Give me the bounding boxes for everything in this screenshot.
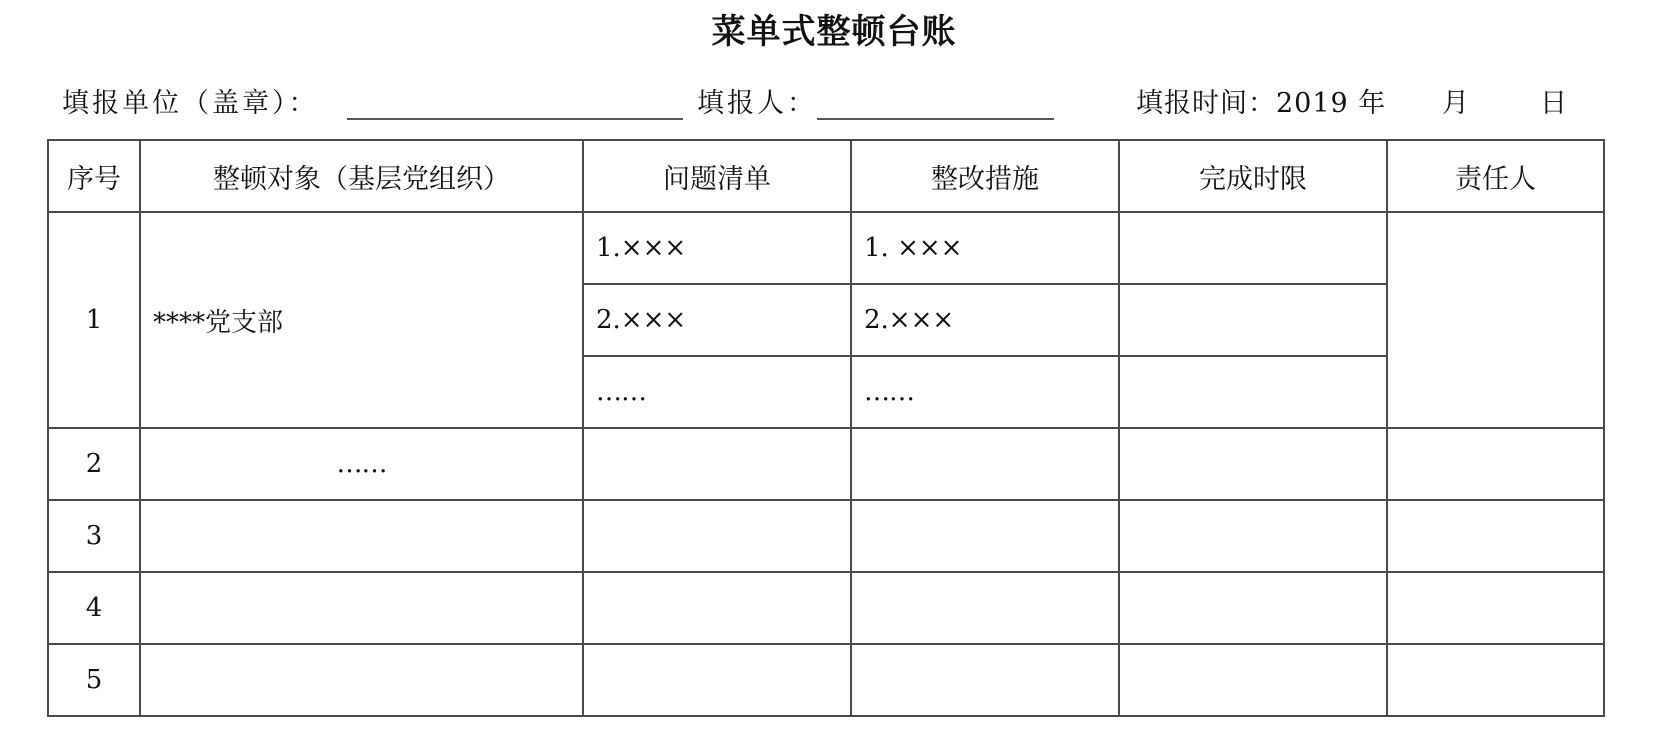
header-target: 整顿对象（基层党组织） — [140, 140, 583, 212]
filler-field[interactable] — [817, 118, 1054, 120]
row-target[interactable] — [140, 644, 583, 716]
row-owner[interactable] — [1387, 500, 1604, 572]
row-issue[interactable] — [583, 500, 851, 572]
row-measure[interactable]: …… — [851, 356, 1119, 428]
row-issue[interactable] — [583, 644, 851, 716]
row-issue[interactable]: 2.××× — [583, 284, 851, 356]
row-measure[interactable] — [851, 572, 1119, 644]
row-issue[interactable] — [583, 428, 851, 500]
row-owner[interactable] — [1387, 644, 1604, 716]
row-owner[interactable] — [1387, 572, 1604, 644]
month-label: 月 — [1442, 88, 1472, 119]
ledger-table — [47, 139, 1605, 717]
unit-label: 填报单位（盖章）： — [62, 88, 319, 119]
row-deadline[interactable] — [1119, 212, 1387, 284]
header-issues: 问题清单 — [583, 140, 851, 212]
unit-field[interactable] — [347, 118, 683, 120]
row-measure[interactable] — [851, 644, 1119, 716]
time-label: 填报时间：2019 年 — [1136, 88, 1387, 119]
row-measure[interactable] — [851, 500, 1119, 572]
table-row — [48, 572, 1604, 644]
header-row — [48, 140, 1604, 212]
row-deadline[interactable] — [1119, 572, 1387, 644]
row-deadline[interactable] — [1119, 284, 1387, 356]
table-row — [48, 644, 1604, 716]
table-row — [48, 428, 1604, 500]
row-issue[interactable] — [583, 572, 851, 644]
row-deadline[interactable] — [1119, 428, 1387, 500]
header-owner: 责任人 — [1387, 140, 1604, 212]
row-target[interactable] — [140, 500, 583, 572]
filler-label: 填报人： — [697, 88, 817, 119]
row-deadline[interactable] — [1119, 500, 1387, 572]
document-title: 菜单式整顿台账 — [711, 12, 957, 52]
row-index: 1 — [48, 212, 140, 428]
row-measure[interactable]: 2.××× — [851, 284, 1119, 356]
row-measure[interactable]: 1. ××× — [851, 212, 1119, 284]
table-row — [48, 212, 1604, 284]
row-owner[interactable] — [1387, 428, 1604, 500]
row-target[interactable]: …… — [140, 428, 583, 500]
row-index: 4 — [48, 572, 140, 644]
row-deadline[interactable] — [1119, 644, 1387, 716]
row-target[interactable]: ****党支部 — [140, 212, 583, 428]
day-label: 日 — [1540, 88, 1570, 119]
header-measures: 整改措施 — [851, 140, 1119, 212]
row-measure[interactable] — [851, 428, 1119, 500]
header-index: 序号 — [48, 140, 140, 212]
header-deadline: 完成时限 — [1119, 140, 1387, 212]
row-owner[interactable] — [1387, 212, 1604, 428]
row-issue[interactable]: …… — [583, 356, 851, 428]
row-target[interactable] — [140, 572, 583, 644]
row-deadline[interactable] — [1119, 356, 1387, 428]
row-index: 3 — [48, 500, 140, 572]
row-index: 5 — [48, 644, 140, 716]
table-row — [48, 500, 1604, 572]
row-index: 2 — [48, 428, 140, 500]
row-issue[interactable]: 1.××× — [583, 212, 851, 284]
